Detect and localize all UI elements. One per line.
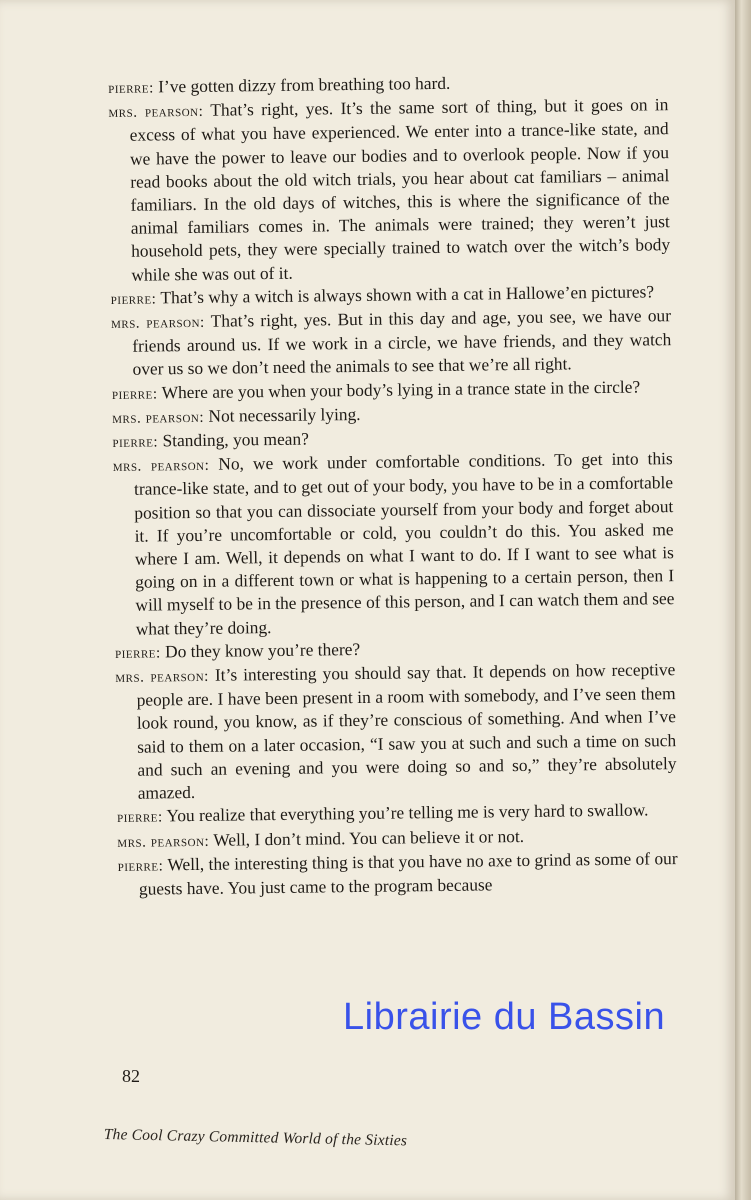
speaker-name: pierre: <box>114 644 161 662</box>
dialogue-line: Standing, you mean? <box>162 428 309 451</box>
dialogue-line: That’s why a witch is always shown with a cat in Hallowe’en pictures? <box>160 281 655 308</box>
speaker-name: pierre: <box>110 290 157 308</box>
speaker-name: mrs. pearson: <box>112 408 205 427</box>
speaker-name: mrs. pearson: <box>108 103 204 122</box>
speaker-name: mrs. pearson: <box>117 832 210 851</box>
speaker-name: pierre: <box>111 385 158 403</box>
dialogue-entry <box>115 658 677 805</box>
watermark: Librairie du Bassin <box>343 996 666 1038</box>
dialogue-line: That’s right, yes. It’s the same sort of thing, but it goes on in excess of what you have experienced. We enter into a trance-like state, and we have the power to leave our bodies and to overlook people. Now if you read books about the old witch trials, you hear about cat familiars – animal familiars. In the old days of witches, this is where the significance of the animal familiars comes in. The animals were trained; they weren’t just household pets, they were specially trained to watch over the witch’s body while she was out of it. <box>129 94 671 285</box>
speaker-name: mrs. pearson: <box>112 457 210 476</box>
page-number: 82 <box>122 1066 140 1086</box>
speaker-name: pierre: <box>112 433 159 452</box>
speaker-name: mrs. pearson: <box>115 667 210 687</box>
dialogue-line: Not necessarily lying. <box>208 403 361 426</box>
speaker-name: pierre: <box>117 857 164 875</box>
dialogue-entry <box>111 304 672 381</box>
dialogue-line: That’s right, yes. But in this day and age, you see, we have our friends around us. If we work in a circle, we have friends, and they watch over us so we don’t need the animals to see that we’re all right. <box>132 305 672 380</box>
book-page-edge <box>735 0 751 1200</box>
dialogue-entry <box>113 447 675 640</box>
dialogue-text-block <box>108 69 678 901</box>
dialogue-entry <box>108 93 670 286</box>
dialogue-line: Where are you when your body’s lying in a trance state in the circle? <box>161 376 641 403</box>
running-footer: The Cool Crazy Committed World of the Sixties <box>103 1126 408 1150</box>
dialogue-line: Well, I don’t mind. You can believe it or not. <box>213 825 525 850</box>
dialogue-line: No, we work under comfortable conditions. To get into this trance-like state, and to get out of your body, you have to be in a comfortable position so that you can dissociate yourself from your body and forget about it. If you’re uncomfortable or cold, you couldn’t do this. You asked me where I am. Well, it depends on what I want to do. If I want to see what is going on in a different town or what is happening to a certain person, then I will myself to be in the presence of this person, and I can watch them and see what they’re doing. <box>133 448 675 639</box>
dialogue-line: Well, the interesting thing is that you have no axe to grind as some of our guests have. You just came to the program because <box>138 847 678 899</box>
dialogue-line: Do they know you’re there? <box>164 638 361 662</box>
dialogue-entry <box>118 847 679 901</box>
speaker-name: mrs. pearson: <box>110 313 205 333</box>
dialogue-line: It’s interesting you should say that. It depends on how receptive people are. I have been present in a room with somebody, and I’ve seen them look round, you know, as if they’re conscious of something. And when I’ve said to them on a later occasion, “I saw you at such and such a time on such and such an evening and you were doing so and so,” they’re absolutely amazed. <box>136 659 677 803</box>
speaker-name: pierre: <box>108 79 154 97</box>
dialogue-line: I’ve gotten dizzy from breathing too hard. <box>158 72 451 97</box>
speaker-name: pierre: <box>116 808 163 827</box>
dialogue-line: You realize that everything you’re telling me is very hard to swallow. <box>166 799 649 826</box>
